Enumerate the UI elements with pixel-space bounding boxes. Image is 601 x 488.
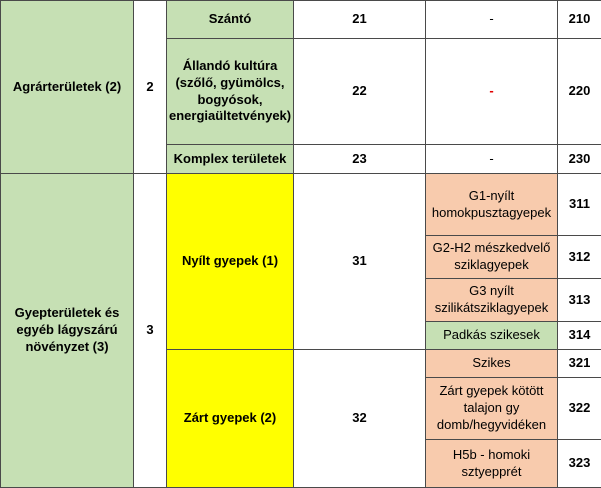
- subclass-code: 322: [558, 378, 601, 440]
- subclass-code: 230: [558, 145, 601, 174]
- subclass-code: 220: [558, 39, 601, 145]
- subclass-code: 323: [558, 440, 601, 488]
- dash-text: -: [489, 83, 493, 98]
- class-code: 31: [294, 174, 426, 350]
- subclass-name: G2-H2 mészkedvelő sziklagyepek: [426, 236, 558, 279]
- class-code: 22: [294, 39, 426, 145]
- class-code: 23: [294, 145, 426, 174]
- subclass-name: Zárt gyepek kötött talajon gy domb/hegyvidéken: [426, 378, 558, 440]
- category-code: 3: [134, 174, 167, 488]
- table-row: [1, 1, 601, 39]
- category-label: Gyepterületek és egyéb lágyszárú növényzet (3): [1, 174, 134, 488]
- category-code: 2: [134, 1, 167, 174]
- subclass-code: 321: [558, 350, 601, 378]
- class-name: Zárt gyepek (2): [167, 350, 294, 488]
- dash-text: -: [489, 11, 493, 26]
- category-label: Agrárterületek (2): [1, 1, 134, 174]
- subclass-name: G1-nyílt homokpusztagyepek: [426, 174, 558, 236]
- subclass-name: G3 nyílt szilikátsziklagyepek: [426, 279, 558, 322]
- class-name: Szántó: [167, 1, 294, 39]
- subclass-name: Szikes: [426, 350, 558, 378]
- dash-text: -: [489, 151, 493, 166]
- class-code: 21: [294, 1, 426, 39]
- class-code: 32: [294, 350, 426, 488]
- subclass-name: [426, 145, 558, 174]
- table-row: [1, 174, 601, 236]
- class-name: Komplex területek: [167, 145, 294, 174]
- subclass-code: 311: [558, 174, 601, 236]
- subclass-name: [426, 1, 558, 39]
- class-name: Állandó kultúra (szőlő, gyümölcs, bogyósok, energiaültetvények): [167, 39, 294, 145]
- subclass-code: 314: [558, 322, 601, 350]
- subclass-name: Padkás szikesek: [426, 322, 558, 350]
- subclass-code: 210: [558, 1, 601, 39]
- class-name: Nyílt gyepek (1): [167, 174, 294, 350]
- subclass-name: [426, 39, 558, 145]
- subclass-name: H5b - homoki sztyepprét: [426, 440, 558, 488]
- subclass-code: 313: [558, 279, 601, 322]
- subclass-code: 312: [558, 236, 601, 279]
